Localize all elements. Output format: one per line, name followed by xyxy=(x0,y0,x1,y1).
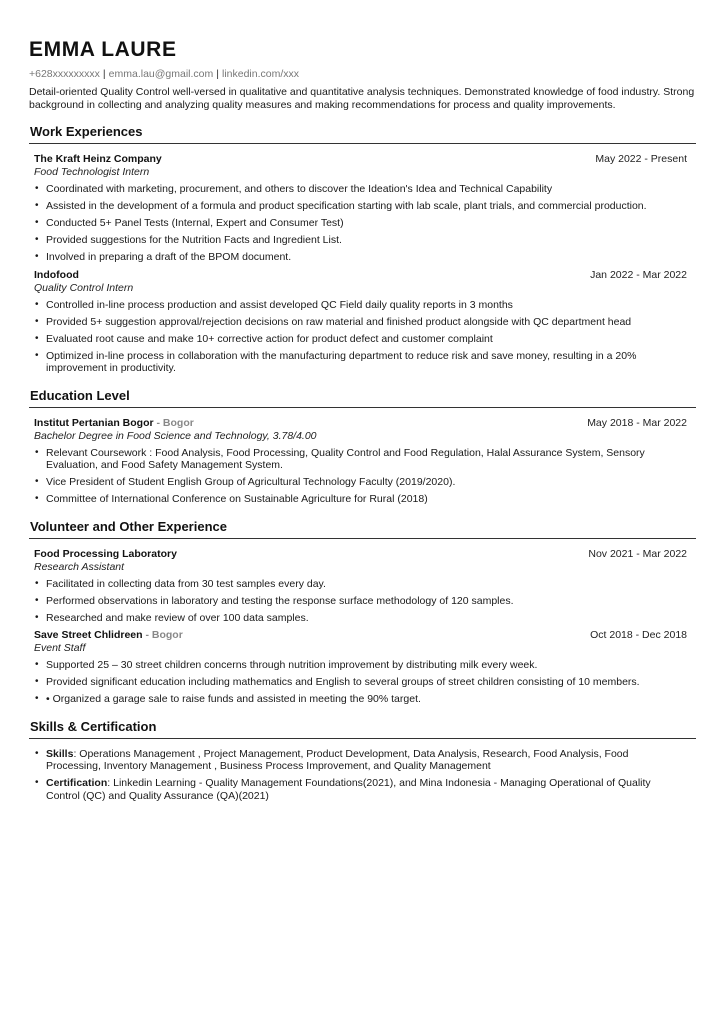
entry-bullets xyxy=(34,299,696,375)
certification-item xyxy=(34,777,696,802)
bullet-item: • • Organized a garage sale to raise funds and assisted in meeting the 90% target. xyxy=(34,693,696,706)
entry-role: Research Assistant xyxy=(34,560,125,573)
bullet-item: • Provided suggestions for the Nutrition Facts and Ingredient List. xyxy=(34,234,696,247)
skills-section xyxy=(29,719,696,803)
entry-organization: Save Street Chlidreen xyxy=(34,629,143,641)
bullet-item: • Researched and make review of over 100 data samples. xyxy=(34,612,696,625)
section-title-work: Work Experiences xyxy=(30,124,143,139)
skills-label: Skills xyxy=(46,747,74,760)
entry-org-line xyxy=(34,417,194,430)
bullet-item: • Performed observations in laboratory and testing the response surface methodology of 120 samples. xyxy=(34,595,696,608)
email-address[interactable]: emma.lau@gmail.com xyxy=(108,68,214,80)
entry-organization: Indofood xyxy=(34,268,79,281)
education-section xyxy=(29,388,696,506)
section-divider xyxy=(29,407,696,408)
professional-summary: Detail-oriented Quality Control well-versed in qualitative and quantitative analysis techniques. Demonstrated knowledge of food industry. Strong background in collecting and analyzing quality measures and making recommendations for process and quality improvements. xyxy=(29,86,695,111)
skills-item xyxy=(34,748,696,773)
certification-label: Certification xyxy=(46,777,108,789)
bullet-item: • Facilitated in collecting data from 30 test samples every day. xyxy=(34,578,696,591)
bullet-item: • Provided 5+ suggestion approval/rejection decisions on raw material and finished product alongside with QC department head xyxy=(34,316,696,329)
entry-bullets xyxy=(34,578,696,625)
section-title-volunteer: Volunteer and Other Experience xyxy=(30,518,227,534)
work-entry xyxy=(29,153,696,264)
entry-date: Oct 2018 - Dec 2018 xyxy=(590,629,687,641)
contact-separator: | xyxy=(102,68,106,80)
entry-organization: Institut Pertanian Bogor xyxy=(34,416,154,429)
section-title-skills: Skills & Certification xyxy=(30,718,157,734)
bullet-item: • Optimized in-line process in collaboration with the manufacturing department to reduce risk and save money, resulting in a 20% improvement in productivity. xyxy=(34,350,696,375)
bullet-item: • Provided significant education including mathematics and English to several groups of street children consisting of 10 members. xyxy=(34,676,696,689)
skills-list xyxy=(29,748,696,803)
section-divider xyxy=(29,538,696,539)
section-divider xyxy=(29,738,696,739)
entry-org-line xyxy=(34,153,162,166)
phone-number: +628xxxxxxxxx xyxy=(29,68,100,80)
entry-organization: Food Processing Laboratory xyxy=(34,547,177,560)
entry-org-line xyxy=(34,629,183,642)
entry-location: - Bogor xyxy=(156,416,194,429)
entry-bullets xyxy=(34,447,696,506)
section-title-education: Education Level xyxy=(30,387,130,403)
entry-header xyxy=(34,269,696,282)
contact-separator: | xyxy=(216,68,219,80)
bullet-item: • Supported 25 – 30 street children concerns through nutrition improvement by distributing milk every week. xyxy=(34,659,696,672)
entry-location: - Bogor xyxy=(145,629,183,641)
bullet-item: • Coordinated with marketing, procurement, and others to discover the Ideation's Idea and Technical Capability xyxy=(34,183,696,196)
bullet-item: • Involved in preparing a draft of the BPOM document. xyxy=(34,251,696,264)
certification-text: : Linkedin Learning - Quality Management Foundations(2021), and Mina Indonesia - Managing Operational of Quality Control (QC) and Quality Assurance (QA)(2021) xyxy=(46,777,651,802)
work-entry xyxy=(29,269,696,375)
entry-date: May 2022 - Present xyxy=(595,153,687,165)
linkedin-link[interactable]: linkedin.com/xxx xyxy=(221,68,300,80)
bullet-item: • Committee of International Conference on Sustainable Agriculture for Rural (2018) xyxy=(34,493,696,506)
entry-degree: Bachelor Degree in Food Science and Technology, 3.78/4.00 xyxy=(34,429,317,442)
entry-header xyxy=(34,629,696,642)
entry-org-line xyxy=(34,269,79,282)
education-entry xyxy=(29,417,696,506)
entry-date: Nov 2021 - Mar 2022 xyxy=(588,547,687,560)
entry-date: Jan 2022 - Mar 2022 xyxy=(590,268,687,281)
bullet-item: • Conducted 5+ Panel Tests (Internal, Expert and Consumer Test) xyxy=(34,217,696,230)
entry-role: Event Staff xyxy=(34,642,86,654)
section-divider xyxy=(29,143,696,144)
bullet-item: • Evaluated root cause and make 10+ corrective action for product defect and customer complaint xyxy=(34,333,696,346)
entry-header xyxy=(34,153,696,166)
entry-bullets xyxy=(34,183,696,264)
volunteer-entry xyxy=(29,548,696,625)
volunteer-section xyxy=(29,519,696,706)
entry-bullets xyxy=(34,659,696,706)
candidate-name: EMMA LAURE xyxy=(29,38,177,61)
work-section xyxy=(29,124,696,375)
bullet-item: • Controlled in-line process production and assist developed QC Field daily quality reports in 3 months xyxy=(34,299,696,312)
entry-organization: The Kraft Heinz Company xyxy=(34,153,162,165)
entry-header xyxy=(34,417,696,430)
entry-header xyxy=(34,548,696,561)
entry-role: Food Technologist Intern xyxy=(34,166,150,178)
entry-date: May 2018 - Mar 2022 xyxy=(587,416,687,429)
volunteer-entry xyxy=(29,629,696,706)
bullet-item: • Vice President of Student English Group of Agricultural Technology Faculty (2019/2020). xyxy=(34,476,696,489)
skills-text: : Operations Management , Project Management, Product Development, Data Analysis, Research, Food Analysis, Food Processing, Inventory Management , Business Process Improvement, and Quality Management xyxy=(46,747,629,772)
bullet-item: • Relevant Coursework : Food Analysis, Food Processing, Quality Control and Food Regulation, Halal Assurance System, Sensory Evaluation, and Food Safety Management System. xyxy=(34,447,696,472)
bullet-item: • Assisted in the development of a formula and product specification starting with lab scale, plant trials, and commercial production. xyxy=(34,200,696,213)
contact-line xyxy=(29,67,696,81)
entry-role: Quality Control Intern xyxy=(34,281,134,294)
entry-org-line xyxy=(34,548,177,561)
